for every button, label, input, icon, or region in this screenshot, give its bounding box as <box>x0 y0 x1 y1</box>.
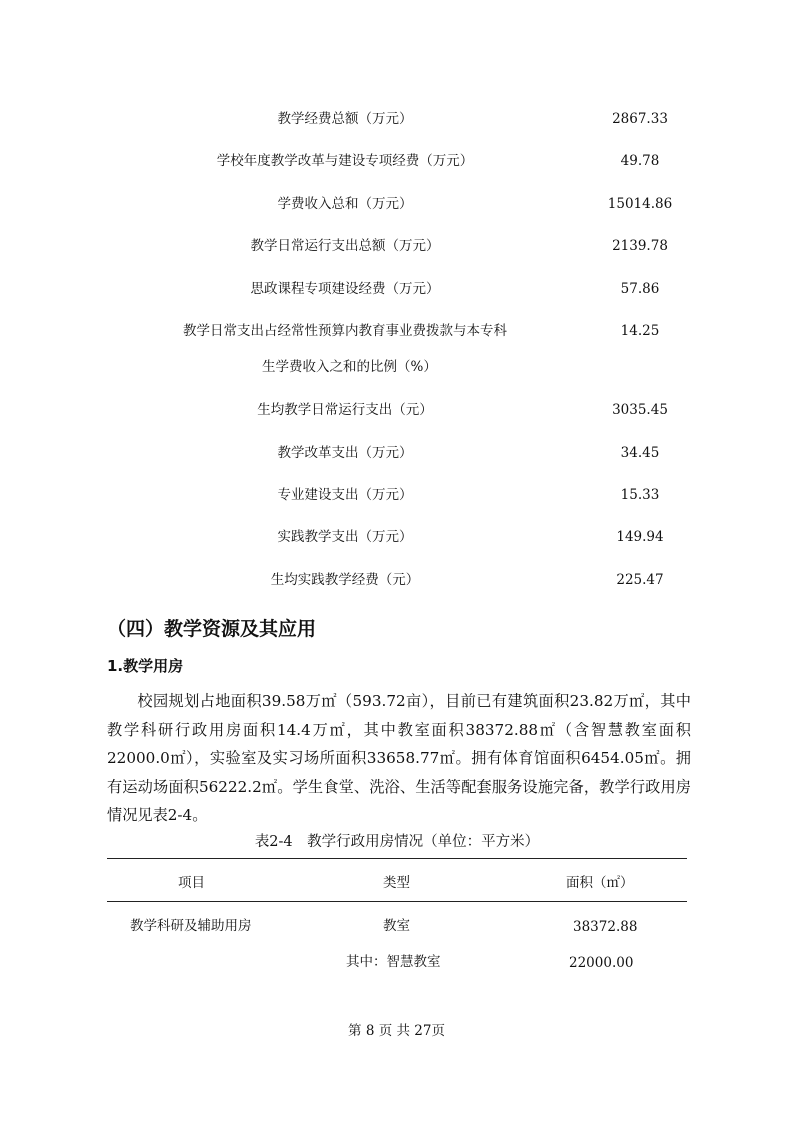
table-header-rule <box>107 901 687 902</box>
budget-label: 教学经费总额（万元） <box>277 111 413 127</box>
budget-value: 2867.33 <box>612 111 668 127</box>
budget-row <box>0 149 793 173</box>
budget-label: 教学日常运行支出总额（万元） <box>250 238 440 254</box>
page-footer: 第 8 页 共 27页 <box>348 1023 445 1039</box>
budget-value: 15014.86 <box>607 196 673 212</box>
budget-row-continuation <box>0 355 793 379</box>
budget-value: 15.33 <box>620 487 660 503</box>
budget-label: 实践教学支出（万元） <box>277 529 413 545</box>
budget-value: 3035.45 <box>612 402 668 418</box>
budget-value: 49.78 <box>620 153 660 169</box>
table-header-type: 类型 <box>383 875 410 891</box>
budget-label: 生均实践教学经费（元） <box>270 572 420 588</box>
budget-row <box>0 483 793 507</box>
budget-value: 2139.78 <box>612 238 668 254</box>
budget-label: 学费收入总和（万元） <box>277 196 413 212</box>
body-paragraph <box>107 687 691 830</box>
table-cell-item: 教学科研及辅助用房 <box>130 918 252 934</box>
table-cell-area: 22000.00 <box>569 955 634 971</box>
budget-label: 学校年度教学改革与建设专项经费（万元） <box>216 153 474 169</box>
budget-label: 教学日常支出占经常性预算内教育事业费拨款与本专科 <box>183 323 507 339</box>
budget-label: 专业建设支出（万元） <box>277 487 413 503</box>
subsection-heading: 1.教学用房 <box>107 657 184 675</box>
table-cell-area: 38372.88 <box>573 919 638 935</box>
budget-row <box>0 525 793 549</box>
table-caption: 表2-4 教学行政用房情况（单位：平方米） <box>254 834 540 850</box>
budget-value: 34.45 <box>620 445 660 461</box>
budget-row <box>0 234 793 258</box>
budget-row <box>0 192 793 216</box>
table-header-item: 项目 <box>178 875 205 891</box>
table-header-area: 面积（㎡） <box>566 875 634 891</box>
budget-value: 225.47 <box>616 572 664 588</box>
budget-row <box>0 107 793 131</box>
table-cell-type: 教室 <box>383 918 410 934</box>
budget-value: 57.86 <box>620 281 660 297</box>
budget-row <box>0 319 793 343</box>
budget-value: 149.94 <box>616 529 664 545</box>
section-heading: （四）教学资源及其应用 <box>107 618 317 640</box>
budget-row <box>0 441 793 465</box>
budget-label: 生均教学日常运行支出（元） <box>257 402 433 418</box>
budget-value: 14.25 <box>620 323 660 339</box>
budget-row <box>0 277 793 301</box>
budget-label-continuation: 生学费收入之和的比例（%） <box>262 359 437 375</box>
body-paragraph-text: 校园规划占地面积39.58万㎡（593.72亩），目前已有建筑面积23.82万㎡，其中教学科研行政用房面积14.4万㎡，其中教室面积38372.88㎡（含智慧教室面积22000.0㎡），实验室及实习场所面积33658.77㎡。拥有体育馆面积6454.05㎡。拥有运动场面积56222.2㎡。学生食堂、洗浴、生活等配套服务设施完备，教学行政用房情况见表2-4。 <box>107 692 691 824</box>
budget-label: 教学改革支出（万元） <box>277 445 413 461</box>
budget-label: 思政课程专项建设经费（万元） <box>250 281 440 297</box>
budget-row <box>0 568 793 592</box>
budget-row <box>0 398 793 422</box>
table-top-rule <box>107 858 687 859</box>
table-cell-type: 其中：智慧教室 <box>346 954 441 970</box>
